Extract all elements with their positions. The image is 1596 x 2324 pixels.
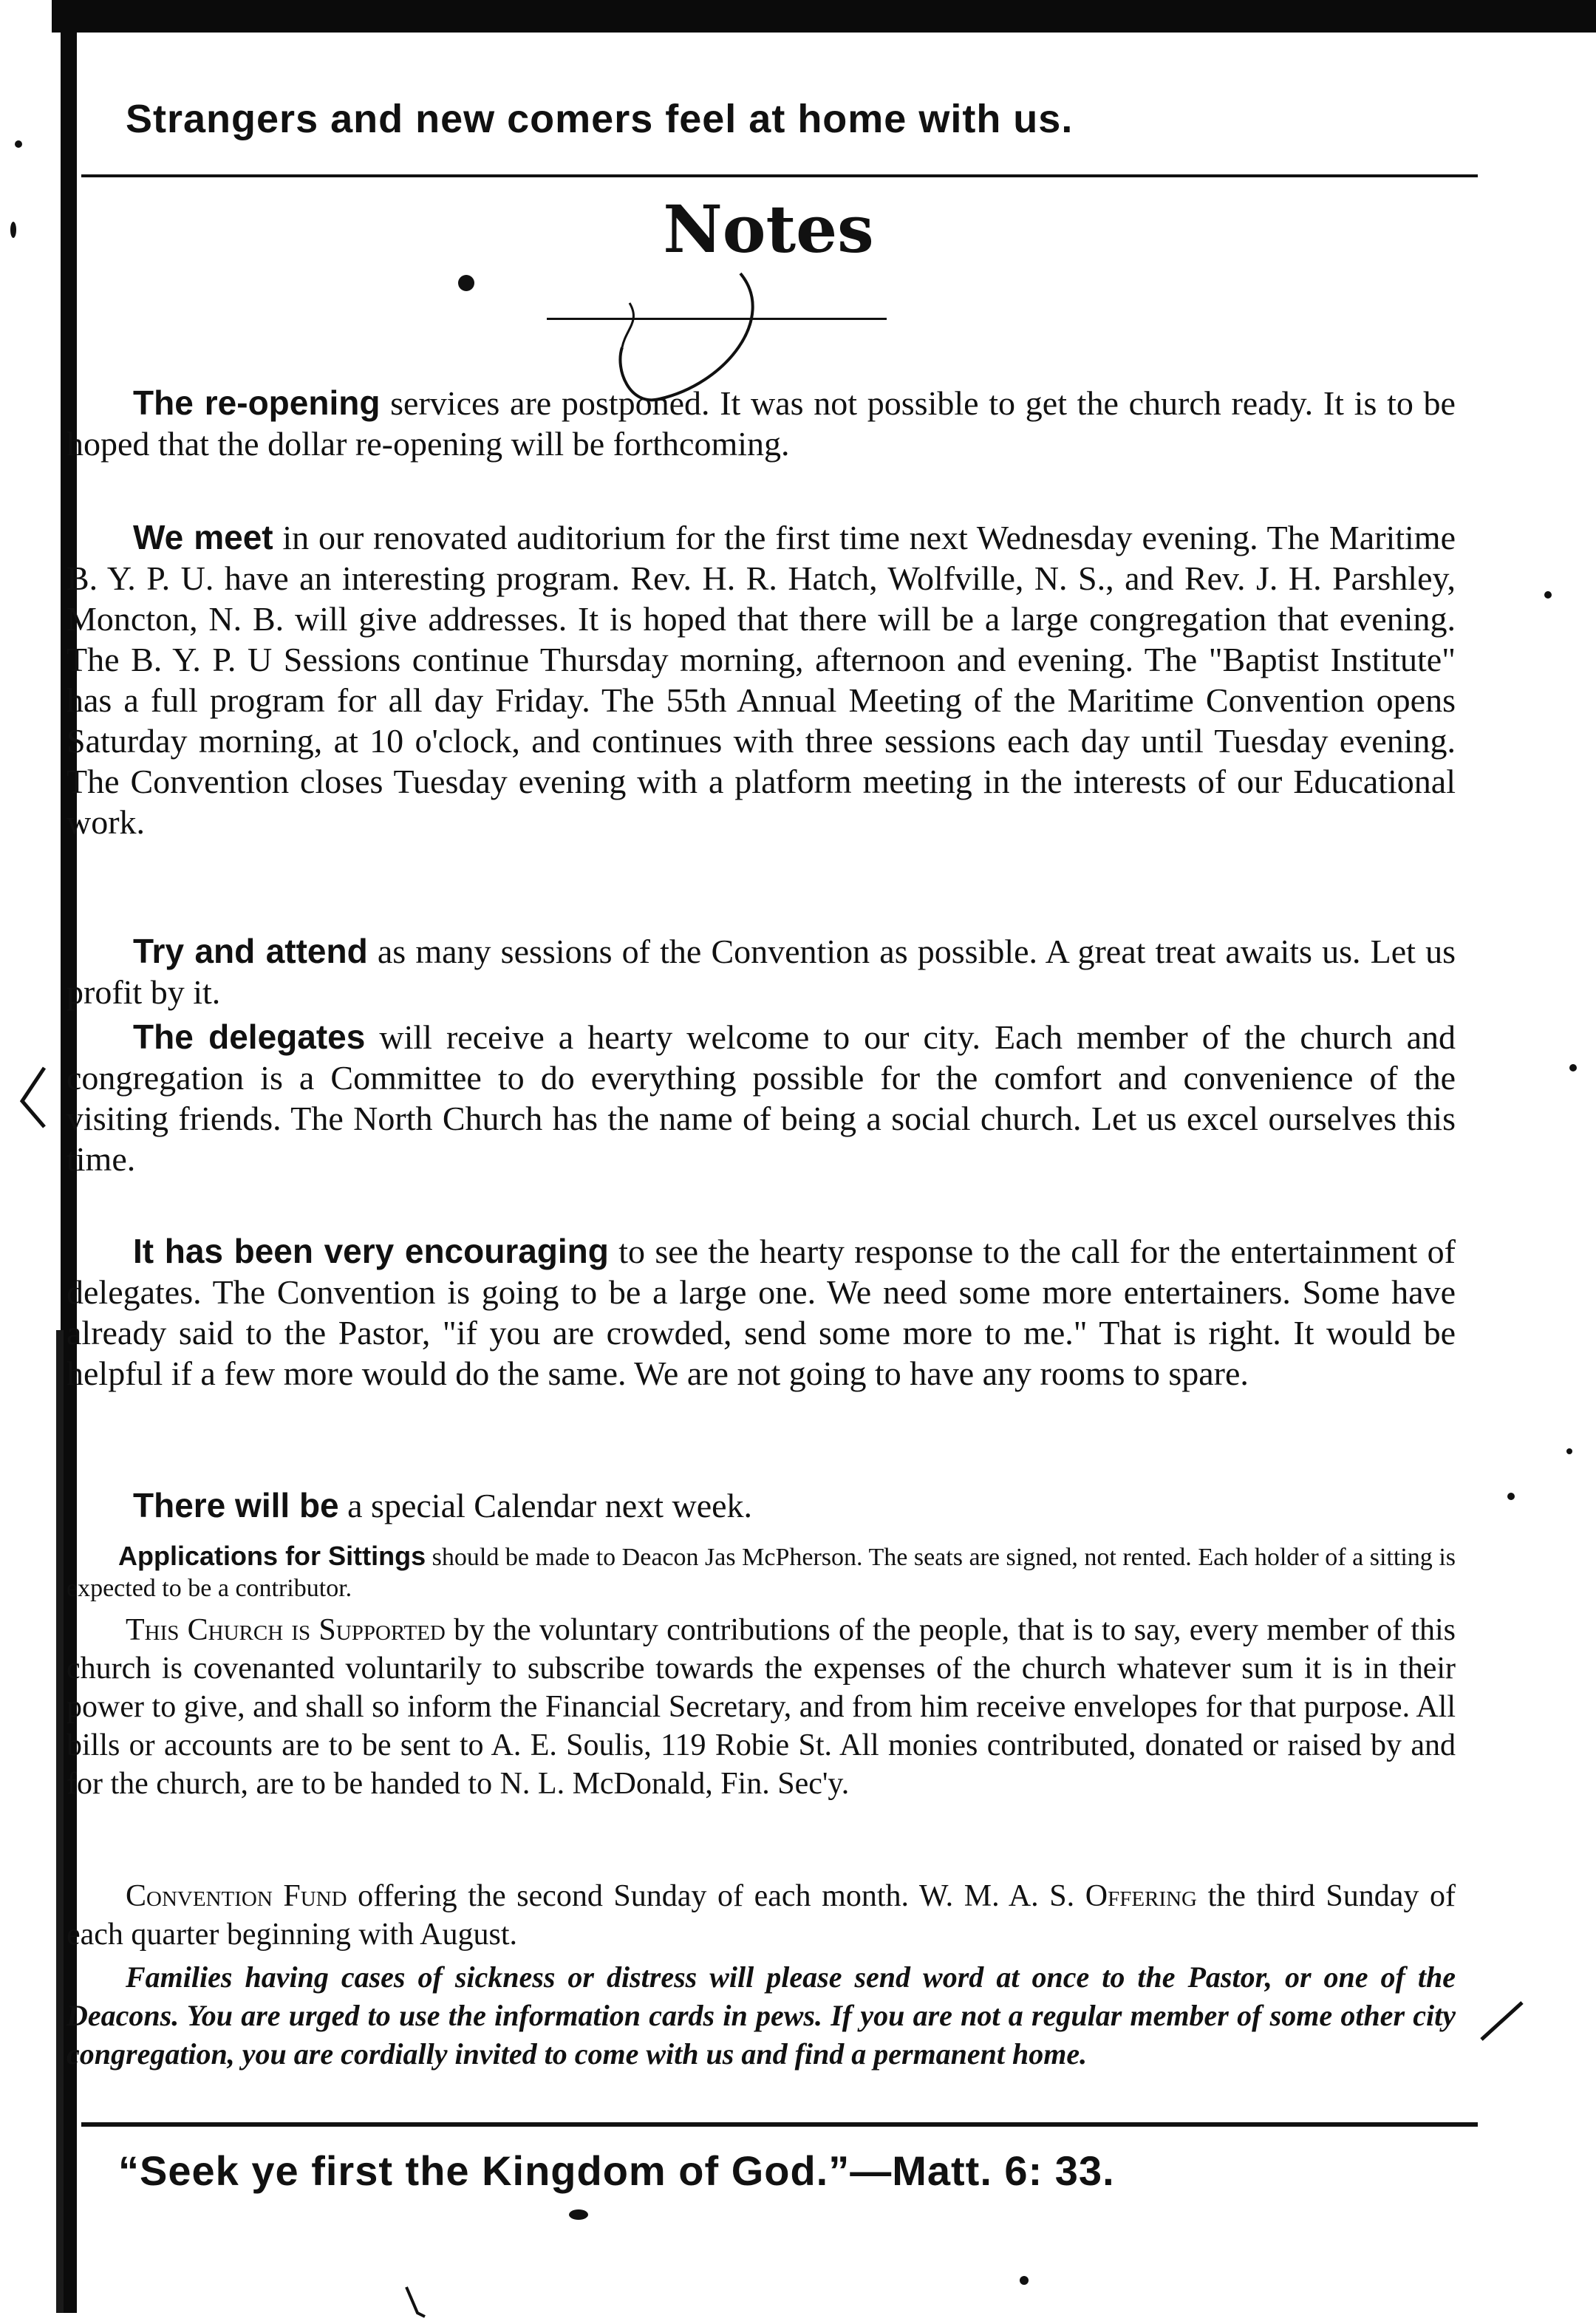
scan-speck	[458, 275, 474, 291]
paragraph-text: in our renovated auditorium for the first time next Wednesday evening. The Maritime B. Y. P. U. have an interesting program. Rev. H. R. Hatch, Wolfville, N. S., and Rev. J. H. Parshley, Moncton, N. B. will give addresses. It is hoped that there will be a large congregation that evening. The B. Y. P. U Sessions continue Thursday morning, afternoon and evening. The "Baptist Institute" has a full program for all day Friday. The 55th Annual Meeting of the Maritime Convention opens Saturday morning, at 10 o'clock, and continues with three sessions each day until Tuesday evening. The Convention closes Tuesday evening with a platform meeting in the interests of our Educational work.	[66, 519, 1456, 841]
header-tagline: Strangers and new comers feel at home with us.	[126, 97, 1074, 141]
stray-mark-icon	[399, 2283, 429, 2320]
paragraph-text: to see the hearty response to the call for the entertainment of delegates. The Convention is going to be a large one. We need some more entertainers. Some have already said to the Pastor, "if you are crowded, send some more to me." That is right. It would be helpful if a few more would do the same. We are not going to have any rooms to spare.	[66, 1233, 1456, 1392]
notes-title: Notes	[663, 191, 874, 268]
scan-speck	[1507, 1493, 1515, 1500]
scan-speck	[1020, 2276, 1029, 2285]
paragraph-delegates	[66, 1017, 1456, 1179]
paragraph-text: the third Sunday of each quarter beginning with August.	[66, 1879, 1456, 1952]
paragraph-text: as many sessions of the Convention as possible. A great treat awaits us. Let us profit by it.	[66, 933, 1456, 1011]
paragraph-we-meet	[66, 517, 1456, 842]
paragraph-text: should be made to Deacon Jas McPherson. The seats are signed, not rented. Each holder of a sitting is expected to be a contributor.	[66, 1544, 1456, 1602]
paragraph-lead: We meet	[133, 518, 273, 556]
paragraph-lead: Try and attend	[133, 932, 368, 970]
paragraph-text: services are postponed. It was not possible to get the church ready. It is to be hoped that the dollar re-opening will be forthcoming.	[66, 384, 1456, 463]
scan-speck	[569, 2209, 588, 2220]
scan-speck	[1544, 591, 1552, 599]
paragraph-text: offering the second Sunday of each month. W. M. A. S.	[347, 1879, 1085, 1913]
paragraph-offerings	[66, 1877, 1456, 1954]
paragraph-lead: The delegates	[133, 1018, 366, 1056]
paragraph-lead: This Church is Supported	[126, 1613, 446, 1647]
scan-border-left-inner	[56, 1330, 64, 2313]
paragraph-reopening	[66, 383, 1456, 464]
paragraph-families: Families having cases of sickness or distress will please send word at once to the Pastor, or one of the Deacons. You are urged to use the information cards in pews. If you are not a regular member of some other city congregation, you are cordially invited to come with us and find a permanent home.	[66, 1960, 1456, 2071]
scan-speck	[1566, 1448, 1572, 1454]
paragraph-lead: Offering	[1085, 1879, 1197, 1913]
scan-speck	[15, 140, 22, 148]
paragraph-lead: It has been very encouraging	[133, 1232, 609, 1270]
header-divider	[81, 174, 1478, 177]
paragraph-text: a special Calendar next week.	[338, 1487, 753, 1524]
paragraph-lead: The re-opening	[133, 384, 381, 422]
paragraph-text: by the voluntary contributions of the people, that is to say, every member of this church is covenanted voluntarily to subscribe towards the expenses of the church whatever sum it is in their power to give, and shall so inform the Financial Secretary, and from him receive envelopes for that purpose. All bills or accounts are to be sent to A. E. Soulis, 119 Robie St. All monies contributed, donated or raised by and for the church, are to be handed to N. L. McDonald, Fin. Sec'y.	[66, 1613, 1456, 1801]
paragraph-encouraging	[66, 1231, 1456, 1394]
paragraph-lead: Applications for Sittings	[118, 1541, 426, 1571]
scan-border-top	[52, 0, 1596, 33]
paragraph-sittings	[66, 1541, 1456, 1604]
footer-verse: “Seek ye first the Kingdom of God.”—Matt. 6: 33.	[118, 2147, 1115, 2194]
stray-mark-icon	[1478, 1995, 1530, 2047]
scan-speck	[1569, 1064, 1577, 1071]
paragraph-calendar	[66, 1485, 1456, 1526]
paragraph-lead: There will be	[133, 1486, 339, 1524]
scan-speck	[10, 222, 16, 238]
paragraph-attend	[66, 931, 1456, 1012]
paragraph-support	[66, 1611, 1456, 1803]
footer-divider	[81, 2122, 1478, 2127]
paragraph-lead: Convention Fund	[126, 1879, 347, 1913]
margin-bracket-icon	[15, 1064, 52, 1131]
paragraph-text: will receive a hearty welcome to our city. Each member of the church and congregation is a Committee to do everything possible for the comfort and convenience of the visiting friends. The North Church has the name of being a social church. Let us excel ourselves this time.	[66, 1018, 1456, 1178]
